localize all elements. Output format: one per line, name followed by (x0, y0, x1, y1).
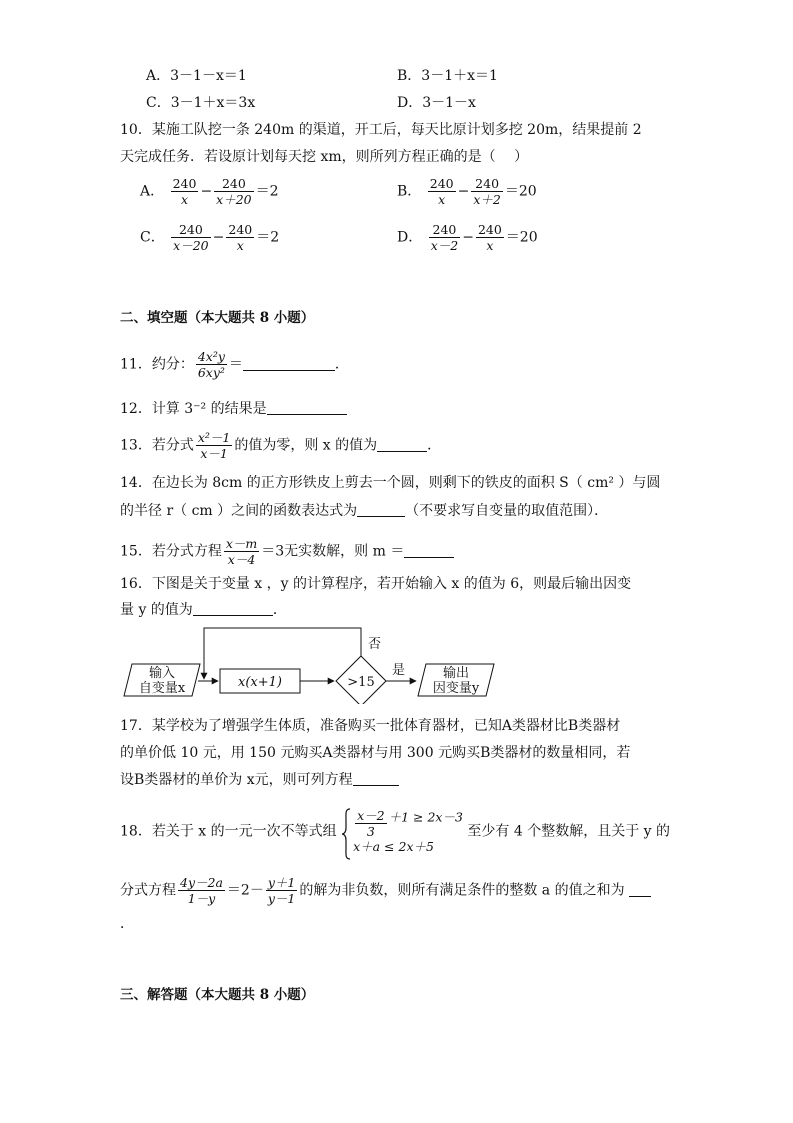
q14-line2-end: （不要求写自变量的取值范围）． (405, 503, 609, 519)
section-3-heading: 三、解答题（本大题共 8 小题） (120, 987, 315, 1003)
q13-prefix: 13．若分式 (120, 437, 194, 454)
q9-option-c (146, 94, 255, 112)
fraction (196, 349, 227, 380)
denominator: x－4 (227, 552, 256, 567)
q14-line2 (120, 502, 608, 520)
end-mark: ． (427, 437, 442, 454)
operator: − (200, 183, 213, 200)
equals: ＝ (228, 356, 243, 373)
operator: − (457, 183, 470, 200)
answer-blank[interactable] (353, 771, 399, 786)
rhs: ＝2 (255, 183, 279, 200)
numerator: x－2 (357, 808, 385, 823)
denominator: x＋2 (473, 192, 501, 207)
numerator: 240 (172, 176, 197, 191)
q13 (120, 430, 441, 461)
numerator: x－m (225, 536, 258, 551)
process-label: x(x+1) (238, 675, 282, 690)
option-text: 3－1－x＝1 (170, 68, 247, 84)
fraction (471, 176, 503, 207)
q10-option-a (140, 176, 279, 207)
q9-option-b (397, 67, 498, 85)
option-letter: D． (397, 229, 423, 246)
denominator: x (486, 238, 494, 253)
inequality-1-rest: ＋1 ≥ 2x－3 (388, 809, 463, 825)
q12-text: 12．计算 3⁻² 的结果是 (120, 401, 267, 417)
q11-prefix: 11．约分： (120, 356, 194, 373)
denominator: 6xy² (197, 365, 225, 380)
option-text: 3－1＋x＝1 (421, 68, 498, 84)
q15-mid: ＝3无实数解，则 m ＝ (261, 543, 405, 560)
fraction (428, 176, 456, 207)
rhs: ＝2 (256, 229, 280, 246)
denominator: x－1 (200, 446, 228, 461)
option-text: 3－1－x (422, 95, 476, 111)
option-letter: B． (397, 183, 422, 200)
section-2-heading: 二、填空题（本大题共 8 小题） (120, 310, 315, 326)
numerator: 240 (477, 222, 502, 237)
numerator: 4y－2a (180, 875, 223, 890)
denominator: y－1 (267, 891, 296, 906)
fraction (214, 176, 253, 207)
q16-line2 (120, 601, 287, 619)
q10-option-b (397, 176, 537, 207)
denominator: x＋20 (216, 192, 252, 207)
brace-icon (341, 808, 351, 860)
q18-end: ． (120, 916, 134, 932)
q9-option-a (146, 67, 247, 85)
rhs: ＝20 (505, 229, 538, 246)
q18-line2-suffix: 的解为非负数，则所有满足条件的整数 a 的值之和为 (299, 882, 625, 899)
q16-line2-start: 量 y 的值为 (120, 602, 193, 618)
output-label-1: 输出 (442, 666, 470, 681)
end-mark: ． (272, 602, 287, 618)
q18-prefix: 18．若关于 x 的一元一次不等式组 (120, 823, 337, 840)
q13-mid: 的值为零，则 x 的值为 (234, 437, 378, 454)
operator: − (462, 229, 474, 246)
numerator: 4x²y (197, 349, 225, 364)
option-letter: D． (397, 95, 423, 111)
inequality-system (341, 808, 463, 855)
inequality-2: x＋a ≤ 2x＋5 (353, 839, 434, 854)
loop-back-arrow (204, 628, 361, 679)
fraction (355, 808, 387, 839)
q15-prefix: 15．若分式方程 (120, 543, 222, 560)
denominator: x (438, 192, 446, 207)
denominator: x (180, 192, 189, 207)
q17-line2: 的单价低 10 元，用 150 元购买A类器材与用 300 元购买B类器材的数量相同，若 (120, 745, 631, 761)
inequality-1 (353, 808, 463, 839)
q17-line1: 17．某学校为了增强学生体质，准备购买一批体育器材，已知A类器材比B类器材 (120, 718, 621, 734)
answer-blank[interactable] (629, 882, 651, 897)
numerator: x²－1 (197, 430, 231, 445)
q14-line2-start: 的半径 r（ cm ）之间的函数表达式为 (120, 503, 358, 519)
answer-blank[interactable] (243, 356, 335, 371)
flowchart (118, 622, 498, 704)
q18-line2 (120, 875, 651, 906)
fraction (226, 222, 254, 253)
q11 (120, 349, 349, 380)
fraction (171, 176, 199, 207)
answer-blank[interactable] (404, 543, 454, 558)
numerator: 240 (171, 222, 210, 238)
equals: ＝2－ (226, 882, 264, 899)
rhs: ＝20 (504, 183, 537, 200)
denominator: x－20 (173, 238, 209, 253)
q18-suffix: 至少有 4 个整数解，且关于 y 的 (467, 823, 671, 840)
numerator: 240 (214, 176, 253, 192)
numerator: 240 (471, 176, 503, 192)
q10-line1: 10．某施工队挖一条 240m 的渠道，开工后，每天比原计划多挖 20m，结果提前 2 (120, 122, 642, 138)
q17-line3 (120, 771, 399, 789)
numerator: 240 (429, 222, 461, 238)
option-letter: A． (146, 68, 171, 84)
q12 (120, 400, 347, 418)
q14-line1: 14．在边长为 8cm 的正方形铁皮上剪去一个圆，则剩下的铁皮的面积 S（ cm² ）与圆 (120, 475, 661, 491)
yes-label: 是 (392, 663, 406, 678)
q18-line1 (120, 808, 670, 855)
fraction (178, 875, 225, 906)
q10-line2: 天完成任务．若设原计划每天挖 xm，则所列方程正确的是（ ） (120, 149, 529, 165)
fraction (224, 536, 259, 567)
decision-label: >15 (347, 675, 375, 690)
denominator: x (236, 238, 244, 253)
denominator: 1－y (187, 891, 216, 906)
no-label: 否 (368, 637, 382, 652)
q10-option-c (140, 222, 279, 253)
answer-blank[interactable] (267, 400, 347, 415)
fraction (196, 430, 233, 461)
denominator: 3 (366, 824, 375, 839)
input-label-1: 输入 (148, 666, 176, 681)
option-text: 3－1＋x＝3x (170, 95, 256, 111)
q18-line2-prefix: 分式方程 (120, 882, 176, 899)
q17-line3-text: 设B类器材的单价为 x元，则可列方程 (120, 772, 353, 788)
answer-blank[interactable] (193, 601, 273, 616)
option-letter: C． (140, 229, 165, 246)
fraction (171, 222, 210, 253)
output-label-2: 因变量y (432, 681, 480, 696)
numerator: 240 (429, 176, 454, 191)
answer-blank[interactable] (357, 502, 405, 517)
numerator: 240 (228, 222, 253, 237)
q10-option-d (397, 222, 538, 253)
input-label-2: 自变量x (138, 681, 186, 696)
fraction (266, 875, 298, 906)
numerator: y＋1 (267, 875, 296, 890)
fraction (476, 222, 504, 253)
fraction (429, 222, 461, 253)
q15 (120, 536, 454, 567)
end-mark: ． (334, 356, 349, 373)
option-letter: B． (397, 68, 422, 84)
q16-line1: 16．下图是关于变量 x ，y 的计算程序，若开始输入 x 的值为 6，则最后输出因变 (120, 576, 632, 592)
answer-blank[interactable] (377, 437, 427, 452)
q9-option-d (397, 94, 476, 112)
operator: − (212, 229, 225, 246)
option-letter: A． (140, 183, 165, 200)
denominator: x－2 (430, 238, 459, 253)
option-letter: C． (146, 95, 171, 111)
